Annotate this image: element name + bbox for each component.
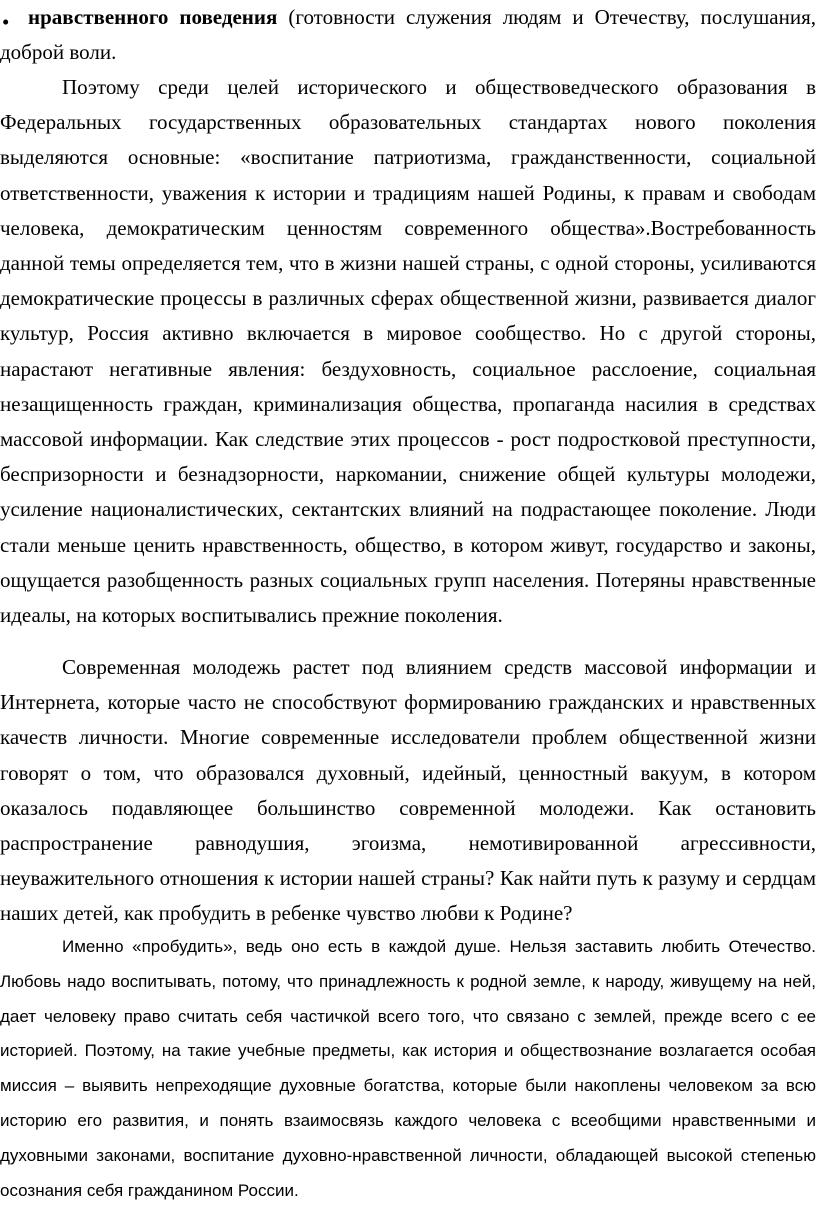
bullet-item	[0, 0, 816, 70]
paragraph-4: Именно «пробудить», ведь оно есть в каждой душе. Нельзя заставить любить Отечество. Любовь надо воспитывать, потому, что принадлежность к родной земле, к народу, живущему на ней, дает человеку право считать себя частичкой всего того, что связано с землей, прежде всего с ее историей. Поэтому, на такие учебные предметы, как история и обществознание возлагается особая миссия – выявить непреходящие духовные богатства, которые были накоплены человеком за всю историю его развития, и понять взаимосвязь каждого человека с всеобщими нравственными и духовными законами, воспитание духовно-нравственной личности, обладающей высокой степенью осознания себя гражданином России.	[0, 937, 816, 1200]
bullet-rest-text: (готовности служения людям и Отечеству, послушания, доброй воли.	[0, 5, 816, 65]
bullet-line	[0, 5, 816, 64]
bullet-mark: •	[2, 10, 10, 34]
paragraph-3: Современная молодежь растет под влиянием средств массовой информации и Интернета, которые часто не способствуют формированию гражданских и нравственных качеств личности. Многие современные исследователи проблем общественной жизни говорят о том, что образовался духовный, идейный, ценностный вакуум, в котором оказалось подавляющее большинство современной молодежи. Как остановить распространение равнодушия, эгоизма, немотивированной агрессивности, неуважительного отношения к истории нашей страны? Как найти путь к разуму и сердцам наших детей, как пробудить в ребенке чувство любви к Родине?	[0, 655, 816, 926]
bullet-bold-text: нравственного поведения	[28, 5, 278, 29]
paragraph-2: Поэтому среди целей исторического и обществоведческого образования в Федеральных государственных образовательных стандартах нового поколения выделяются основные: «воспитание патриотизма, гражданственности, социальной ответственности, уважения к истории и традициям нашей Родины, к правам и свободам человека, демократическим ценностям современного общества».Востребованность данной темы определяется тем, что в жизни нашей страны, с одной стороны, усиливаются демократические процессы в различных сферах общественной жизни, развивается диалог культур, Россия активно включается в мировое сообщество. Но с другой стороны, нарастают негативные явления: бездуховность, социальное расслоение, социальная незащищенность граждан, криминализация общества, пропаганда насилия в средствах массовой информации. Как следствие этих процессов - рост подростковой преступности, беспризорности и безнадзорности, наркомании, снижение общей культуры молодежи, усиление националистических, сектантских влияний на подрастающее поколение. Люди стали меньше ценить нравственность, общество, в котором живут, государство и законы, ощущается разобщенность разных социальных групп населения. Потеряны нравственные идеалы, на которых воспитывались прежние поколения.	[0, 75, 816, 628]
